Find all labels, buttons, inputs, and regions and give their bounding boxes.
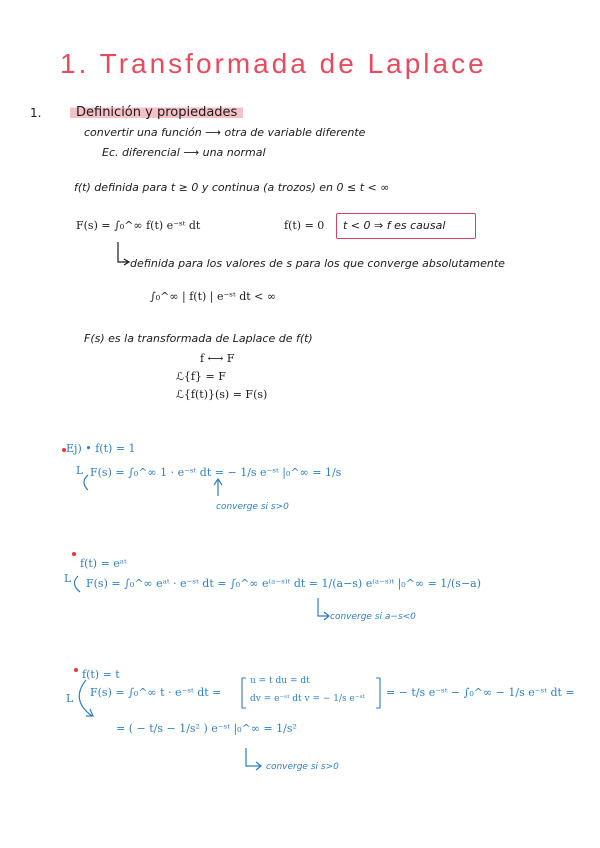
laplace-definition: F(s) = ∫₀^∞ f(t) e⁻ˢᵗ dt — [76, 219, 201, 232]
example-2-L: L — [64, 572, 72, 585]
example-2-equation: F(s) = ∫₀^∞ eᵃᵗ · e⁻ˢᵗ dt = ∫₀^∞ e⁽ᵃ⁻ˢ⁾ᵗ dt = 1/(a−s) e⁽ᵃ⁻ˢ⁾ᵗ |₀^∞ = 1/(s−a) — [86, 577, 482, 590]
note-defined-values: definida para los valores de s para los que converge absolutamente — [130, 257, 505, 270]
curved-arrow — [84, 475, 88, 490]
bullet-dot — [74, 668, 78, 672]
example-3-head: f(t) = t — [82, 668, 120, 681]
causal-box: t < 0 ⇒ f es causal — [336, 213, 476, 239]
curved-arrow — [74, 576, 80, 592]
note-is-transform: F(s) es la transformada de Laplace de f(t) — [84, 332, 313, 345]
operator-notation-2: ℒ{f(t)}(s) = F(s) — [176, 388, 268, 401]
bracket-left — [242, 678, 246, 708]
example-1-head: Ej) • f(t) = 1 — [66, 442, 136, 455]
example-3-equation: F(s) = ∫₀^∞ t · e⁻ˢᵗ dt = — [90, 686, 222, 699]
example-1-equation: F(s) = ∫₀^∞ 1 · e⁻ˢᵗ dt = − 1/s e⁻ˢᵗ |₀^∞ = 1/s — [90, 466, 342, 479]
example-1-convergence: converge si s>0 — [216, 502, 289, 512]
example-3-equation-2: = ( − t/s − 1/s² ) e⁻ˢᵗ |₀^∞ = 1/s² — [116, 722, 297, 735]
example-3-parts-u: u = t du = dt — [250, 676, 310, 686]
example-3-convergence: converge si s>0 — [266, 762, 339, 772]
note-convert: convertir una función ⟶ otra de variable diferente — [84, 126, 366, 139]
absolute-convergence: ∫₀^∞ | f(t) | e⁻ˢᵗ dt < ∞ — [150, 290, 277, 303]
example-2-head: f(t) = eᵃᵗ — [80, 557, 127, 570]
hook-arrow — [246, 748, 261, 770]
pair-notation: f ⟷ F — [200, 352, 235, 365]
operator-notation-1: ℒ{f} = F — [176, 370, 226, 383]
arrow-head — [124, 259, 129, 265]
page-title: 1. Transformada de Laplace — [60, 48, 487, 79]
note-defined-for-t: f(t) definida para t ≥ 0 y continua (a trozos) en 0 ≤ t < ∞ — [74, 181, 390, 194]
example-3-L: L — [66, 692, 74, 705]
causal-lhs: f(t) = 0 — [284, 219, 325, 232]
bullet-dot — [72, 552, 76, 556]
example-2-convergence: converge si a−s<0 — [330, 612, 416, 622]
example-1-L: L — [76, 464, 84, 477]
bracket-right — [376, 678, 380, 708]
example-3-parts-v: dv = e⁻ˢᵗ dt v = − 1/s e⁻ˢᵗ — [250, 694, 365, 704]
note-ec-diferencial: Ec. diferencial ⟶ una normal — [102, 146, 266, 159]
section-number: 1. — [30, 106, 42, 120]
hook-arrow — [118, 242, 128, 262]
section-title: Definición y propiedades — [70, 105, 243, 120]
example-3-equation-rest: = − t/s e⁻ˢᵗ − ∫₀^∞ − 1/s e⁻ˢᵗ dt = — [386, 686, 575, 699]
hook-arrow — [318, 598, 329, 620]
up-arrow — [214, 479, 222, 496]
